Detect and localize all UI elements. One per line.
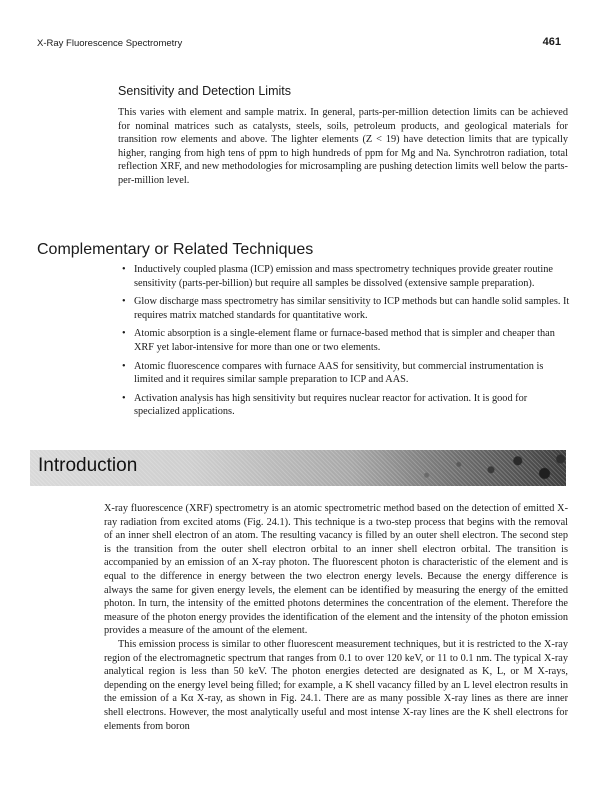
bullet-icon: • bbox=[122, 360, 126, 372]
running-header bbox=[37, 36, 561, 52]
techniques-list bbox=[120, 263, 570, 424]
list-item-text: Atomic fluorescence compares with furnace AAS for sensitivity, but commercial instrumentation is limited and it requires similar sample preparation to ICP and AAS. bbox=[134, 360, 544, 386]
introduction-paragraph-1: X-ray fluorescence (XRF) spectrometry is an atomic spectrometric method based on the detection of emitted X-ray radiation from excited atoms (Fig. 24.1). This technique is a two-step process that begins with the removal of an inner shell electron of an atom. The resulting vacancy is filled by an outer shell electron. The second step is the transition from the outer shell electron orbital to an inner shell electron orbital. The transition is accompanied by an emission of an X-ray photon. The fluorescent photon is characteristic of the element and is equal to the difference in energy between the two electron energy levels. Because the energy difference is always the same for given energy levels, the element can be identified by measuring the energy of the emitted photon. In turn, the intensity of the emitted photons determines the concentration of the element. Therefore the measure of the photon energy provides the identification of the element and the intensity of the photon emission provides a measure of the amount of the element. bbox=[104, 503, 568, 637]
list-item bbox=[120, 360, 570, 387]
complementary-heading: Complementary or Related Techniques bbox=[37, 241, 314, 258]
sensitivity-heading: Sensitivity and Detection Limits bbox=[118, 84, 291, 98]
running-title: X-Ray Fluorescence Spectrometry bbox=[37, 38, 183, 49]
bullet-icon: • bbox=[122, 296, 126, 308]
bullet-icon: • bbox=[122, 264, 126, 275]
bullet-icon: • bbox=[122, 328, 126, 340]
list-item-text: Activation analysis has high sensitivity but requires nuclear reactor for activation. It is good for specialized applications. bbox=[134, 392, 528, 418]
list-item-text: Atomic absorption is a single-element flame or furnace-based method that is simpler and cheaper than XRF yet labor-intensive for more than one or two elements. bbox=[134, 328, 555, 353]
bullet-icon: • bbox=[122, 392, 126, 404]
introduction-heading: Introduction bbox=[38, 455, 138, 476]
list-item bbox=[120, 327, 570, 354]
introduction-banner bbox=[30, 450, 566, 486]
page-number: 461 bbox=[542, 36, 561, 48]
list-item bbox=[120, 392, 570, 419]
list-item bbox=[120, 263, 570, 290]
sensitivity-paragraph: This varies with element and sample matrix. In general, parts-per-million detection limits can be achieved for nominal matrices such as catalysts, steels, soils, petroleum products, and geological materials for transition row elements and above. The lighter elements (Z < 19) have detection limits that are typically higher, ranging from high tens of ppm to high hundreds of ppm for Mg and Na. Synchrotron radiation, total reflection XRF, and new methodologies for microsampling are pushing detection limits well below the parts-per-million level. bbox=[118, 107, 568, 186]
introduction-body bbox=[104, 502, 568, 733]
list-item-text: Inductively coupled plasma (ICP) emission and mass spectrometry techniques provide greater routine sensitivity (parts-per-billion) but require all samples be dissolved (extensive sample preparation). bbox=[134, 264, 553, 289]
list-item-text: Glow discharge mass spectrometry has similar sensitivity to ICP methods but can handle solid samples. It requires matrix matched standards for quantitative work. bbox=[134, 296, 570, 321]
list-item bbox=[120, 295, 570, 322]
introduction-paragraph-2: This emission process is similar to other fluorescent measurement techniques, but it is restricted to the X-ray region of the electromagnetic spectrum that ranges from 0.1 to over 120 keV, or 11 to 0.1 nm. The typical X-ray analytical region is less than 50 keV. The photon energies detected are designated as K, L, or M X-rays, depending on the energy level being filled; for example, a K shell vacancy filled by an L level electron results in the emission of a Kα X-ray, as shown in Fig. 24.1. There are as many possible X-ray lines as there are inner shell electrons. However, the most analytically useful and most intense X-ray lines are the K shell electrons for elements from boron bbox=[104, 638, 568, 732]
